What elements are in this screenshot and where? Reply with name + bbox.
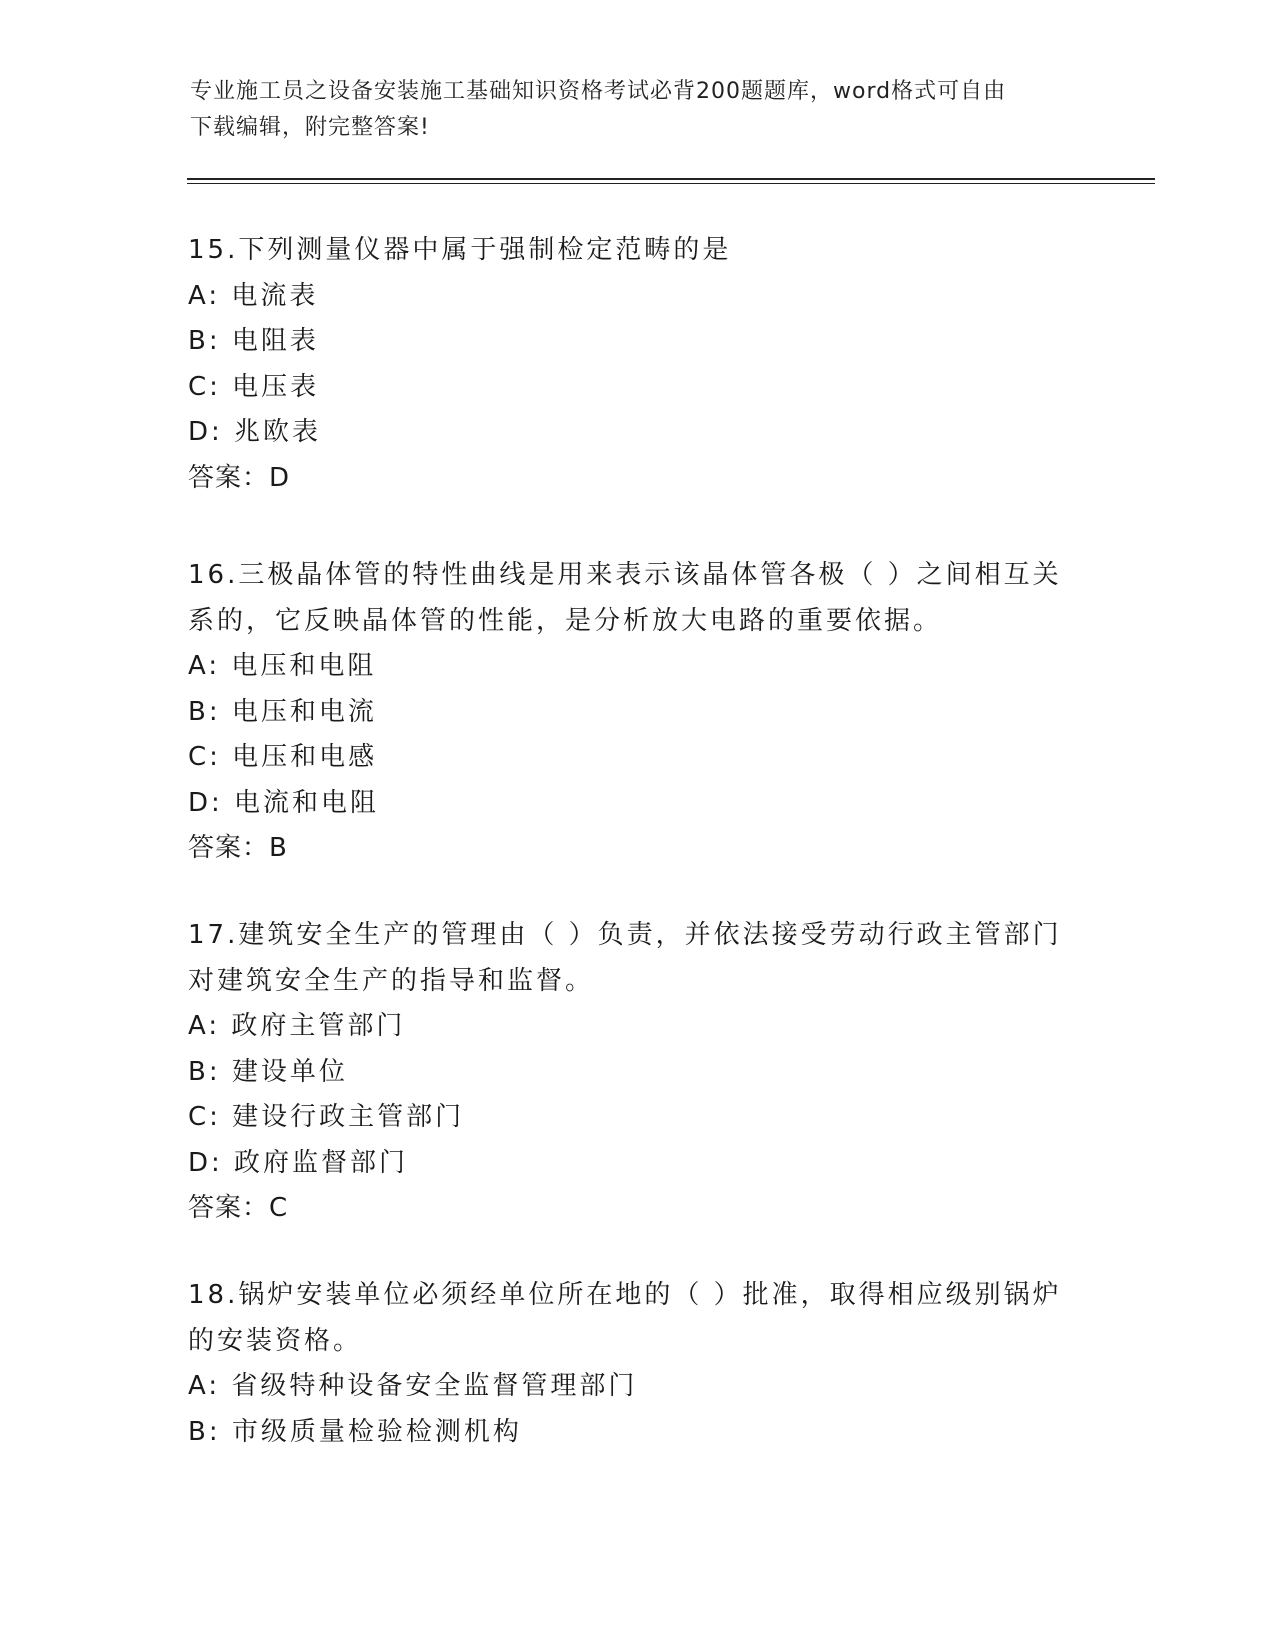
- question-17: [188, 913, 1088, 1232]
- header-line-1: 专业施工员之设备安装施工基础知识资格考试必背200题题库，word格式可自由: [190, 79, 1007, 104]
- answer: 答案：C: [188, 1193, 289, 1223]
- question-text: 16.三极晶体管的特性曲线是用来表示该晶体管各极（ ）之间相互关: [188, 560, 1062, 590]
- option-b: B: 建设单位: [188, 1056, 348, 1087]
- option-b: B: 电压和电流: [188, 696, 377, 727]
- answer: 答案：B: [188, 833, 288, 863]
- option-a: A: 省级特种设备安全监督管理部门: [188, 1371, 638, 1401]
- option-c: C: 建设行政主管部门: [188, 1102, 465, 1132]
- option-c: C: 电压和电感: [188, 742, 378, 772]
- answer: 答案：D: [188, 462, 291, 493]
- question-text-cont: 的安装资格。: [188, 1325, 363, 1356]
- question-text: 15.下列测量仪器中属于强制检定范畴的是: [188, 235, 732, 265]
- option-a: A: 电压和电阻: [188, 651, 377, 681]
- header-line-2: 下载编辑，附完整答案!: [190, 115, 430, 140]
- header-divider: [187, 178, 1155, 180]
- option-b: B: 电阻表: [188, 326, 319, 356]
- document-header: [190, 74, 1090, 146]
- option-b: B: 市级质量检验检测机构: [188, 1416, 522, 1447]
- option-d: D: 电流和电阻: [188, 787, 380, 818]
- option-c: C: 电压表: [188, 371, 320, 402]
- question-text-cont: 系的，它反映晶体管的性能，是分析放大电路的重要依据。: [188, 605, 943, 636]
- question-16: [188, 553, 1088, 872]
- option-d: D: 兆欧表: [188, 417, 322, 447]
- option-a: A: 电流表: [188, 280, 319, 311]
- option-d: D: 政府监督部门: [188, 1147, 409, 1178]
- question-18: [188, 1273, 1088, 1455]
- question-text: 17.建筑安全生产的管理由（ ）负责，并依法接受劳动行政主管部门: [188, 920, 1062, 950]
- question-15: [188, 228, 1088, 501]
- option-a: A: 政府主管部门: [188, 1011, 406, 1041]
- question-text: 18.锅炉安装单位必须经单位所在地的（ ）批准，取得相应级别锅炉: [188, 1280, 1062, 1310]
- question-text-cont: 对建筑安全生产的指导和监督。: [188, 965, 595, 996]
- header-divider-thin: [187, 183, 1155, 184]
